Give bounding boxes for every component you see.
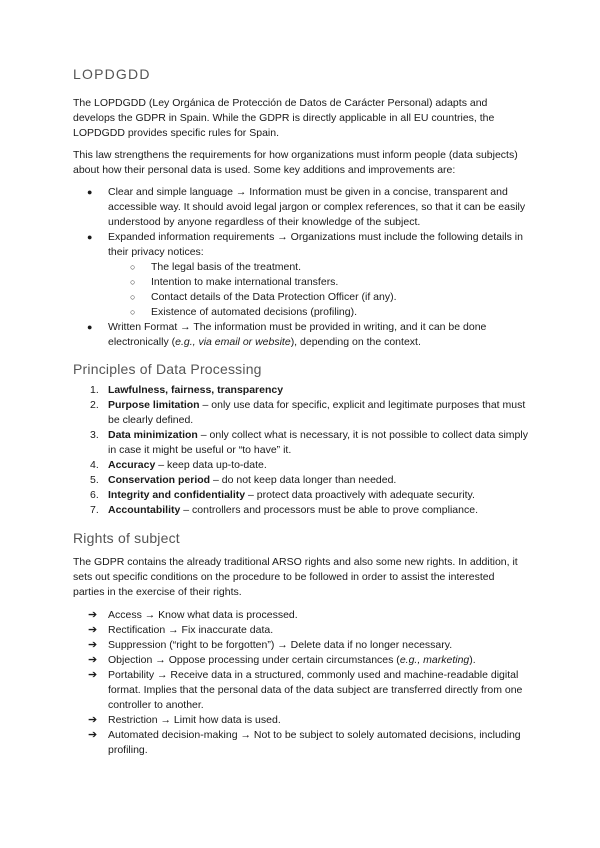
text-run: via email <box>195 336 240 348</box>
requirements-intro-paragraph: This law strengthens the requirements for how organizations must inform people (data subjects) about how their personal data is used. Some key additions and improvements are: <box>73 149 518 176</box>
list-item <box>73 320 528 350</box>
arrow-icon: ➔ <box>88 714 98 726</box>
arrow-icon: ➔ <box>88 669 98 681</box>
principle-desc: – do not keep data longer than needed. <box>210 474 397 486</box>
list-item <box>73 230 528 320</box>
principle-desc: – only use data for specific, explicit and legitimate purposes that must be clearly defined. <box>108 399 526 426</box>
document-page <box>73 66 528 758</box>
principle-item <box>73 473 528 488</box>
principle-item <box>73 488 528 503</box>
lopdgdd-intro-paragraph: The LOPDGDD (Ley Orgánica de Protección de Datos de Carácter Personal) adapts and develops the GDPR in Spain. While the GDPR is directly applicable in all EU countries, the LOPDGDD provides specific rules for Spain. <box>73 97 495 139</box>
item-number: 1. <box>90 384 99 396</box>
right-item <box>73 623 528 638</box>
arrow-icon: ➔ <box>88 639 98 651</box>
principle-item <box>73 383 528 398</box>
right-item <box>73 713 528 728</box>
right-item <box>73 653 528 668</box>
arrow-icon: ➔ <box>88 624 98 636</box>
text-run: or <box>239 336 256 348</box>
list-item-text: Expanded information requirements → Organizations must include the following details in their privacy notices: <box>108 231 523 258</box>
requirements-list <box>73 185 528 350</box>
item-number: 2. <box>90 399 99 411</box>
right-item <box>73 668 528 713</box>
principle-desc: – keep data up-to-date. <box>155 459 267 471</box>
details-sublist <box>108 260 528 320</box>
right-text: Suppression (“right to be forgotten”) → Delete data if no longer necessary. <box>108 639 453 651</box>
item-number: 3. <box>90 429 99 441</box>
sublist-item: ○ Existence of automated decisions (profiling). <box>108 305 528 320</box>
principles-list <box>73 383 528 518</box>
right-item <box>73 638 528 653</box>
right-text: Restriction → Limit how data is used. <box>108 714 281 726</box>
right-text: Automated decision-making → Not to be subject to solely automated decisions, including profiling. <box>108 729 521 756</box>
principle-desc: – only collect what is necessary, it is not possible to collect data simply in case it might be useful or “to have” it. <box>108 429 528 456</box>
heading-rights: Rights of subject <box>73 530 180 546</box>
sublist-item: ○ Intention to make international transfers. <box>108 275 528 290</box>
rights-list <box>73 608 528 758</box>
arrow-icon: ➔ <box>88 609 98 621</box>
list-item: ● Clear and simple language → Information must be given in a concise, transparent and accessible way. It should avoid legal jargon or complex references, so that it can be easily understood by anyone regardless of their knowledge of the subject. <box>73 185 528 230</box>
heading-lopdgdd: LOPDGDD <box>73 66 151 82</box>
right-text: Portability → Receive data in a structured, commonly used and machine-readable digital format. Implies that the personal data of the data subject are transferred directly from one controller to another. <box>108 669 523 711</box>
rights-intro-paragraph: The GDPR contains the already traditional ARSO rights and also some new rights. In addition, it sets out specific conditions on the procedure to be followed in order to assist the interested parties in the exercise of their rights. <box>73 556 518 598</box>
text-run: ), depending on the context. <box>290 336 421 348</box>
principle-desc: – controllers and processors must be able to prove compliance. <box>180 504 478 516</box>
item-number: 5. <box>90 474 99 486</box>
principle-term: Integrity and confidentiality <box>108 489 246 501</box>
text-run: Written Format → The information must be provided in writing, and it can be done electronically ( <box>108 321 487 348</box>
right-item <box>73 608 528 623</box>
right-text: Access → Know what data is processed. <box>108 609 298 621</box>
principle-term: Conservation period <box>108 474 211 486</box>
principle-term: Accuracy <box>108 459 156 471</box>
text-run: website <box>255 336 291 348</box>
principle-term: Lawfulness, fairness, transparency <box>108 384 284 396</box>
principle-term: Purpose limitation <box>108 399 200 411</box>
right-text-italic: e.g., marketing <box>399 654 470 666</box>
principle-term: Accountability <box>108 504 181 516</box>
principle-item <box>73 458 528 473</box>
right-text: Objection → Oppose processing under certain circumstances ( <box>108 654 400 666</box>
heading-principles: Principles of Data Processing <box>73 361 262 377</box>
arrow-icon: ➔ <box>88 654 98 666</box>
item-number: 4. <box>90 459 99 471</box>
principle-item <box>73 428 528 458</box>
sublist-item: ○ Contact details of the Data Protection Officer (if any). <box>108 290 528 305</box>
principle-item <box>73 398 528 428</box>
principle-desc: – protect data proactively with adequate security. <box>245 489 475 501</box>
arrow-icon: ➔ <box>88 729 98 741</box>
item-number: 7. <box>90 504 99 516</box>
principle-term: Data minimization <box>108 429 198 441</box>
right-item <box>73 728 528 758</box>
sublist-item: ○ The legal basis of the treatment. <box>108 260 528 275</box>
right-text: Rectification → Fix inaccurate data. <box>108 624 274 636</box>
right-text: ). <box>469 654 476 666</box>
text-run: e.g., <box>175 336 196 348</box>
principle-item <box>73 503 528 518</box>
item-number: 6. <box>90 489 99 501</box>
